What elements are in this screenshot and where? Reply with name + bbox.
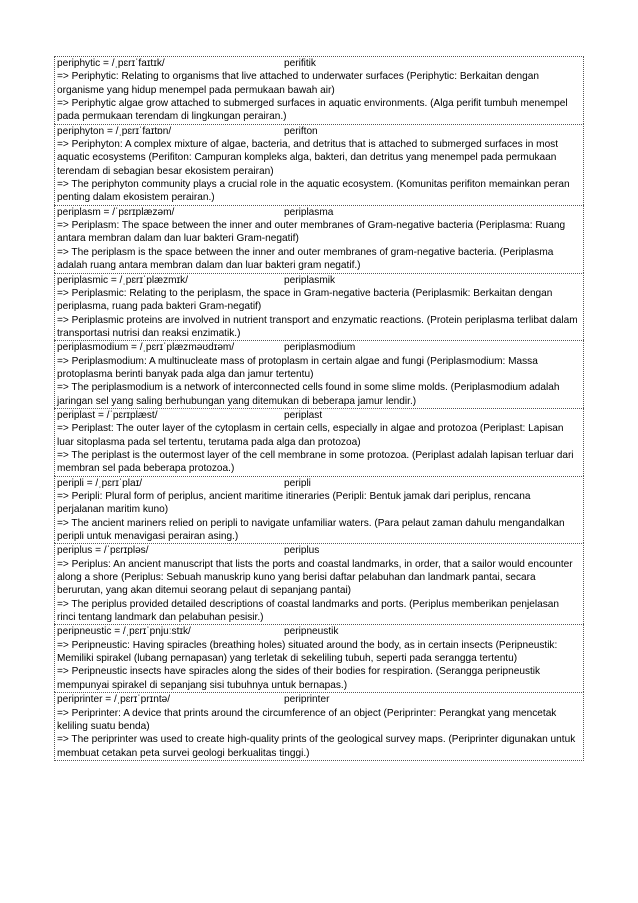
term-translation: peripli	[284, 477, 311, 489]
term-definition: => Peripneustic: Having spiracles (breathing holes) situated around the body, as in certain insects (Peripneustik: Memiliki spirakel (lubang pernapasan) yang terletak di sekeliling tubuh, seperti pada serangga tertentu)	[57, 639, 558, 665]
glossary-entry	[54, 124, 584, 205]
term-pronunciation: periphytic = /ˌpɛrɪˈfaɪtɪk/	[57, 58, 165, 69]
term-definition: => Periplasmodium: A multinucleate mass of protoplasm in certain algae and fungi (Periplasmodium: Massa protoplasma berinti banyak pada alga dan jamur tertentu)	[57, 355, 538, 380]
term-definition: => Peripli: Plural form of periplus, ancient maritime itineraries (Peripli: Bentuk jamak dari periplus, rencana perjalanan maritim kuno)	[57, 491, 531, 516]
term-translation: perifton	[284, 125, 318, 137]
term-translation: periplast	[284, 409, 323, 421]
entry-header	[57, 57, 580, 70]
term-definition: => Periphyton: A complex mixture of algae, bacteria, and detritus that is attached to submerged surfaces in most aquatic ecosystems (Perifiton: Campuran kompleks alga, bakteri, dan detritus yang menempel pada permukaan terendam di sebagian besar ekosistem perairan)	[57, 139, 559, 177]
entry-header	[57, 409, 580, 422]
term-translation: periplus	[284, 545, 320, 557]
glossary-entry	[54, 340, 584, 408]
glossary-entry	[54, 205, 584, 273]
glossary-entry	[54, 408, 584, 476]
term-translation: periprinter	[284, 694, 330, 706]
term-pronunciation: periplasmic = /ˌpɛrɪˈplæzmɪk/	[57, 274, 189, 286]
term-translation: perifitik	[284, 58, 316, 69]
term-example: => The periplasm is the space between the inner and outer membranes of gram-negative bacteria. (Periplasma adalah ruang antara membran dalam dan luar bakteri gram negatif.)	[57, 246, 554, 272]
term-pronunciation: periplasm = /ˈpɛrɪplæzəm/	[57, 206, 175, 218]
entry-header	[57, 544, 580, 557]
glossary-entry	[54, 273, 584, 341]
term-translation: peripneustik	[284, 626, 339, 638]
glossary-entry	[54, 56, 584, 124]
term-translation: periplasmodium	[284, 342, 356, 354]
entry-header	[57, 341, 580, 354]
term-definition: => Periplasm: The space between the inner and outer membranes of Gram-negative bacteria (Periplasma: Ruang antara membran dalam dan luar bakteri Gram-negatif)	[57, 220, 566, 245]
entry-header	[57, 477, 580, 490]
entry-header	[57, 206, 580, 219]
entry-header	[57, 693, 580, 706]
term-example: => The periprinter was used to create high-quality prints of the geological survey maps. (Periprinter digunakan untuk membuat cetakan peta survei geologi berkualitas tinggi.)	[57, 734, 576, 759]
term-pronunciation: peripneustic = /ˌpɛrɪˈpnjuːstɪk/	[57, 626, 191, 638]
entry-header	[57, 625, 580, 638]
term-pronunciation: periprinter = /ˌpɛrɪˈprɪntə/	[57, 694, 171, 706]
term-pronunciation: periplast = /ˈpɛrɪplæst/	[57, 409, 158, 421]
term-definition: => Periprinter: A device that prints around the circumference of an object (Periprinter: Perangkat yang mencetak keliling suatu benda)	[57, 707, 557, 732]
glossary-entry	[54, 543, 584, 624]
glossary-entry	[54, 476, 584, 544]
term-pronunciation: periplasmodium = /ˌpɛrɪˈplæzməʊdɪəm/	[57, 342, 235, 354]
glossary-entry	[54, 624, 584, 692]
glossary-page	[54, 56, 584, 761]
term-example: => Peripneustic insects have spiracles along the sides of their bodies for respiration. (Serangga peripneustik mempunyai spirakel di sepanjang sisi tubuhnya untuk bernapas.)	[57, 666, 541, 691]
term-definition: => Periplasmic: Relating to the periplasm, the space in Gram-negative bacteria (Periplasmik: Berkaitan dengan periplasma, ruang pada bakteri Gram-negatif)	[57, 287, 553, 313]
term-definition: => Periplus: An ancient manuscript that lists the ports and coastal landmarks, in order, that a sailor would encounter along a shore (Periplus: Sebuah manuskrip kuno yang berisi daftar pelabuhan dan landmark pantai, secara berurutan, yang akan ditemui seorang pelaut di sepanjang pantai)	[57, 558, 573, 597]
term-definition: => Periphytic: Relating to organisms that live attached to underwater surfaces (Periphytic: Berkaitan dengan organisme yang hidup menempel pada permukaan bawah air)	[57, 71, 539, 96]
term-translation: periplasma	[284, 206, 334, 218]
glossary-entry	[54, 692, 584, 761]
entry-header	[57, 125, 580, 138]
term-pronunciation: peripli = /ˌpɛrɪˈplaɪ/	[57, 477, 143, 489]
term-pronunciation: periplus = /ˈpɛrɪpləs/	[57, 545, 149, 557]
term-example: => The periphyton community plays a crucial role in the aquatic ecosystem. (Komunitas perifiton memainkan peran penting dalam ekosistem perairan.)	[57, 179, 570, 204]
term-example: => The periplast is the outermost layer of the cell membrane in some protozoa. (Periplast adalah lapisan terluar dari membran sel pada beberapa protozoa.)	[57, 449, 574, 475]
term-example: => The periplus provided detailed descriptions of coastal landmarks and ports. (Periplus memberikan penjelasan rinci tentang landmark dan pelabuhan pesisir.)	[57, 598, 559, 624]
term-pronunciation: periphyton = /ˌpɛrɪˈfaɪtɒn/	[57, 125, 172, 137]
entry-header	[57, 274, 580, 287]
term-example: => Periphytic algae grow attached to submerged surfaces in aquatic environments. (Alga perifit tumbuh menempel pada permukaan terendam di lingkungan perairan.)	[57, 98, 568, 123]
term-definition: => Periplast: The outer layer of the cytoplasm in certain cells, especially in algae and protozoa (Periplast: Lapisan luar sitoplasma pada sel tertentu, terutama pada alga dan protozoa)	[57, 423, 564, 448]
term-example: => The periplasmodium is a network of interconnected cells found in some slime molds. (Periplasmodium adalah jaringan sel yang saling berhubungan yang ditemukan di beberapa jamur lendir.)	[57, 382, 560, 407]
term-translation: periplasmik	[284, 274, 336, 286]
term-example: => Periplasmic proteins are involved in nutrient transport and enzymatic reactions. (Protein periplasma terlibat dalam transportasi nutrisi dan reaksi enzimatik.)	[57, 314, 578, 339]
term-example: => The ancient mariners relied on peripli to navigate unfamiliar waters. (Para pelaut zaman dahulu mengandalkan peripli untuk menavigasi perairan asing.)	[57, 517, 565, 543]
